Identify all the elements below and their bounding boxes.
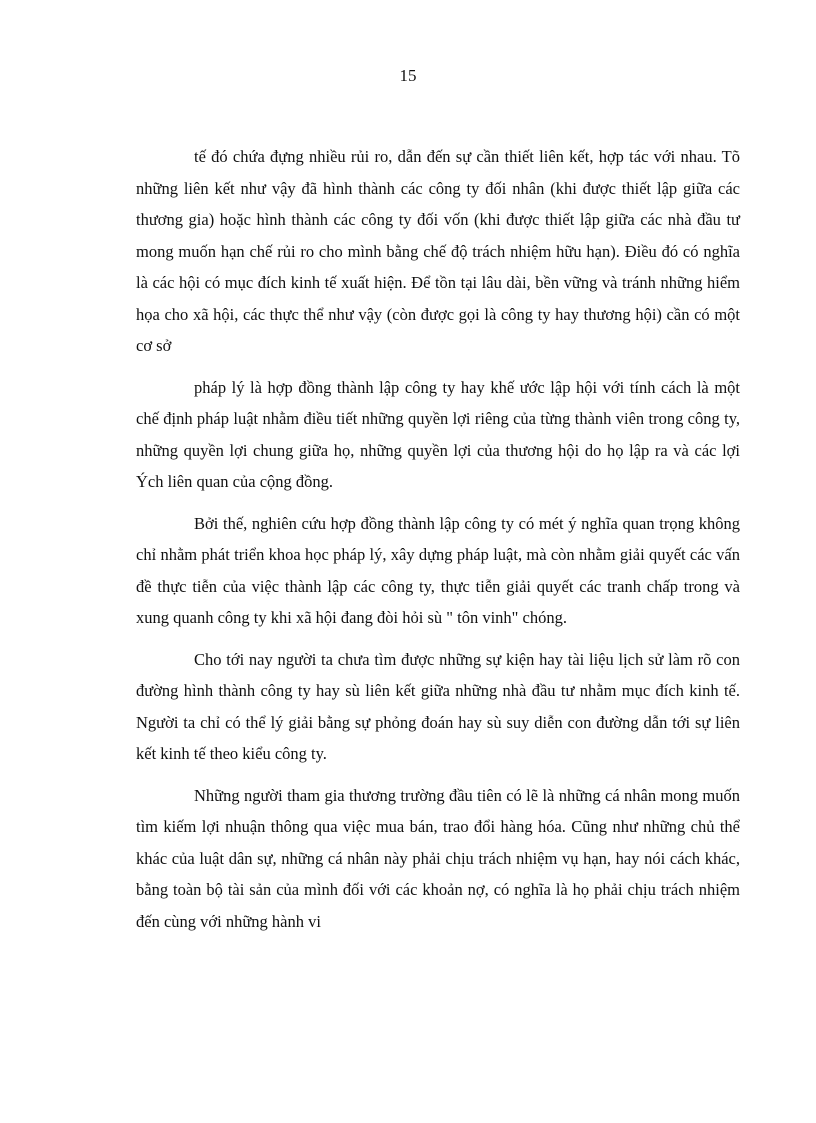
paragraph-5: Những người tham gia thương trường đầu tiên có lẽ là những cá nhân mong muốn tìm kiếm lợi nhuận thông qua việc mua bán, trao đổi hàng hóa. Cũng như những chủ thể khác của luật dân sự, những cá nhân này phải chịu trách nhiệm vụ hạn, hay nói cách khác, bằng toàn bộ tài sản của mình đối với các khoản nợ, có nghĩa là họ phải chịu trách nhiệm đến cùng với những hành vi [136,785,740,931]
body-text [136,141,740,937]
paragraph-4: Cho tới nay người ta chưa tìm được những sự kiện hay tài liệu lịch sử làm rõ con đường hình thành công ty hay sù liên kết giữa những nhà đầu tư nhằm mục đích kinh tế. Người ta chỉ có thể lý giải bằng sự phỏng đoán hay sù suy diễn con đường dẫn tới sự liên kết kinh tế theo kiểu công ty. [136,649,740,763]
page-number: 15 [399,66,417,85]
paragraph-1: tế đó chứa đựng nhiều rủi ro, dẫn đến sự cần thiết liên kết, hợp tác với nhau. Tõ những liên kết như vậy đã hình thành các công ty đối nhân (khi được thiết lập giữa các thương gia) hoặc hình thành các công ty đối vốn (khi được thiết lập giữa các nhà đầu tư mong muốn hạn chế rủi ro cho mình bằng chế độ trách nhiệm hữu hạn). Điều đó có nghĩa là các hội có mục đích kinh tế xuất hiện. Để tồn tại lâu dài, bền vững và tránh những hiểm họa cho xã hội, các thực thể như vậy (còn được gọi là công ty hay thương hội) cần có một cơ sở [136,147,740,355]
paragraph-3: Bởi thế, nghiên cứu hợp đồng thành lập công ty có mét ý nghĩa quan trọng không chỉ nhằm phát triển khoa học pháp lý, xây dựng pháp luật, mà còn nhằm giải quyết các vấn đề thực tiễn của việc thành lập các công ty, thực tiễn giải quyết các tranh chấp trong và xung quanh công ty khi xã hội đang đòi hỏi sù " tôn vinh" chóng. [136,513,740,627]
paragraph-2: pháp lý là hợp đồng thành lập công ty hay khế ước lập hội với tính cách là một chế định pháp luật nhằm điều tiết những quyền lợi riêng của từng thành viên trong công ty, những quyền lợi chung giữa họ, những quyền lợi của thương hội do họ lập ra và các lợi Ých liên quan của cộng đồng. [136,377,740,491]
